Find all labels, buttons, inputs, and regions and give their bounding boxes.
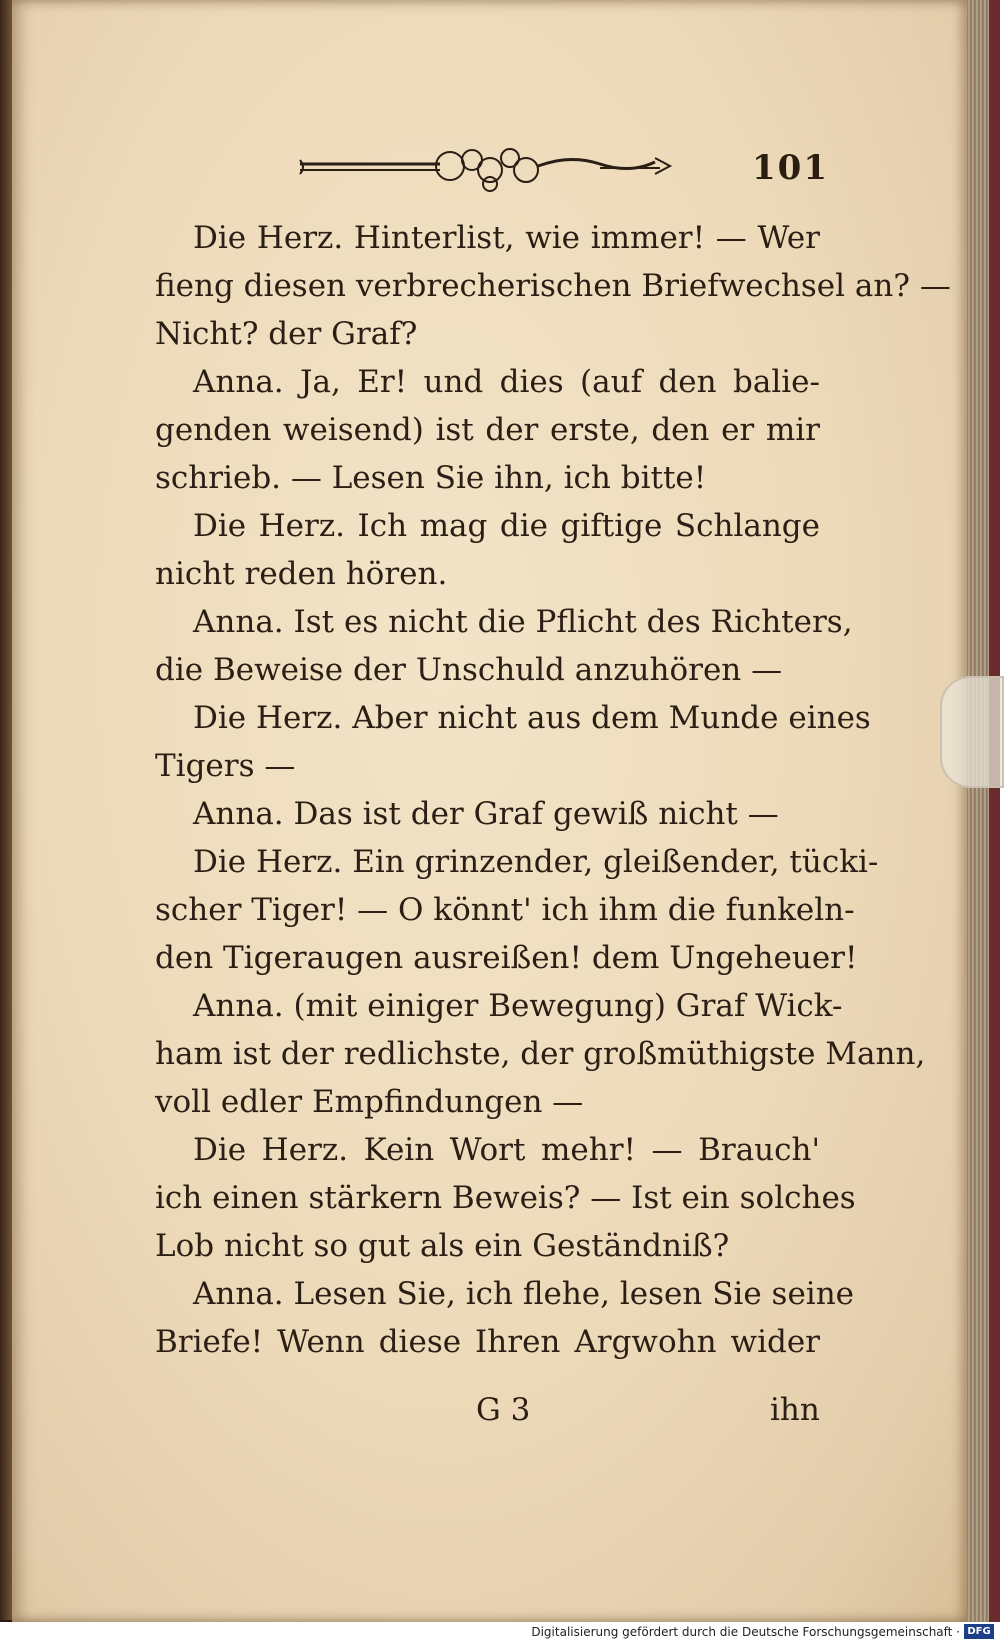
body-text (155, 214, 951, 1366)
catchword: ihn (770, 1392, 820, 1428)
text-line: den Tigeraugen ausreißen! dem Ungeheuer! (155, 940, 858, 976)
text-line: Die Herz. Ich mag die giftige Schlange (193, 508, 820, 544)
text-line: Die Herz. Hinterlist, wie immer! — Wer (193, 220, 820, 256)
dfg-logo-icon: DFG (964, 1624, 994, 1639)
text-line: ham ist der redlichste, der großmüthigste Mann, (155, 1036, 926, 1072)
text-line: Nicht? der Graf? (155, 316, 418, 352)
text-line: schrieb. — Lesen Sie ihn, ich bitte! (155, 460, 707, 496)
footer-credit: Digitalisierung gefördert durch die Deutsche Forschungsgemeinschaft · (531, 1625, 960, 1639)
text-line: genden weisend) ist der erste, den er mir (155, 412, 820, 448)
page-number: 101 (752, 148, 829, 188)
text-line: fieng diesen verbrecherischen Briefwechsel an? — (155, 268, 951, 304)
text-line: Die Herz. Ein grinzender, gleißender, tücki- (193, 844, 879, 880)
text-line: Die Herz. Kein Wort mehr! — Brauch' (193, 1132, 820, 1168)
decorative-ornament-icon (300, 140, 675, 200)
page-clip (940, 676, 1004, 788)
book-cover-edge (989, 0, 1000, 1622)
text-line: die Beweise der Unschuld anzuhören — (155, 652, 783, 688)
text-line: voll edler Empfindungen — (155, 1084, 584, 1120)
text-line: Tigers — (155, 748, 296, 784)
text-line: nicht reden hören. (155, 556, 448, 592)
text-line: Anna. Ja, Er! und dies (auf den balie- (193, 364, 820, 400)
text-line: ich einen stärkern Beweis? — Ist ein solches (155, 1180, 856, 1216)
text-line: Anna. Ist es nicht die Pflicht des Richters, (193, 604, 853, 640)
text-line: Briefe! Wenn diese Ihren Argwohn wider (155, 1324, 820, 1360)
text-line: Anna. Das ist der Graf gewiß nicht — (193, 796, 779, 832)
text-line: Die Herz. Aber nicht aus dem Munde eines (193, 700, 871, 736)
text-line: Anna. (mit einiger Bewegung) Graf Wick- (193, 988, 843, 1024)
page-edges (967, 0, 989, 1622)
text-line: Lob nicht so gut als ein Geständniß? (155, 1228, 730, 1264)
signature-mark: G 3 (476, 1392, 531, 1428)
text-line: scher Tiger! — O könnt' ich ihm die funkeln- (155, 892, 855, 928)
text-line: Anna. Lesen Sie, ich flehe, lesen Sie seine (193, 1276, 855, 1312)
